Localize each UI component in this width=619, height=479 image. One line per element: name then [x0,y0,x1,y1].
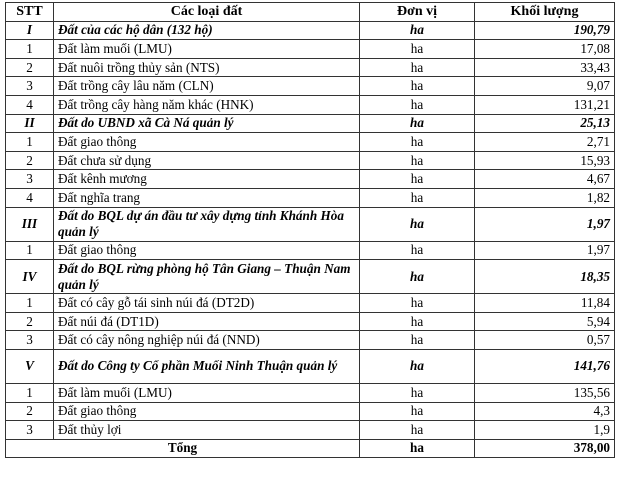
land-table-container [5,2,615,458]
section-unit: ha [360,114,475,133]
row-unit: ha [360,421,475,440]
total-row [6,439,615,458]
section-row [6,260,615,294]
row-quantity: 131,21 [475,95,615,114]
row-quantity: 135,56 [475,383,615,402]
row-unit: ha [360,402,475,421]
section-quantity: 25,13 [475,114,615,133]
table-row [6,331,615,350]
section-name: Đất do Công ty Cổ phần Muối Ninh Thuận quản lý [54,349,360,383]
row-unit: ha [360,40,475,59]
row-number: 2 [6,402,54,421]
section-unit: ha [360,207,475,241]
total-unit: ha [360,439,475,458]
row-unit: ha [360,241,475,260]
row-number: 1 [6,294,54,313]
row-number: 1 [6,383,54,402]
row-unit: ha [360,170,475,189]
section-number: III [6,207,54,241]
row-unit: ha [360,95,475,114]
row-unit: ha [360,383,475,402]
row-number: 3 [6,421,54,440]
section-quantity: 18,35 [475,260,615,294]
row-number: 1 [6,133,54,152]
row-name: Đất núi đá (DT1D) [54,312,360,331]
row-number: 1 [6,241,54,260]
row-unit: ha [360,188,475,207]
row-number: 2 [6,312,54,331]
row-unit: ha [360,151,475,170]
row-name: Đất giao thông [54,402,360,421]
section-number: IV [6,260,54,294]
row-quantity: 5,94 [475,312,615,331]
table-row [6,402,615,421]
table-row [6,95,615,114]
table-row [6,421,615,440]
row-unit: ha [360,312,475,331]
row-number: 3 [6,331,54,350]
section-number: V [6,349,54,383]
table-row [6,40,615,59]
row-quantity: 33,43 [475,58,615,77]
header-stt: STT [6,3,54,22]
section-number: I [6,21,54,40]
row-quantity: 2,71 [475,133,615,152]
table-row [6,170,615,189]
row-quantity: 1,9 [475,421,615,440]
section-name: Đất do BQL rừng phòng hộ Tân Giang – Thuận Nam quản lý [54,260,360,294]
row-name: Đất giao thông [54,133,360,152]
row-unit: ha [360,294,475,313]
row-name: Đất kênh mương [54,170,360,189]
table-row [6,241,615,260]
section-unit: ha [360,349,475,383]
section-unit: ha [360,21,475,40]
row-name: Đất trồng cây lâu năm (CLN) [54,77,360,96]
row-unit: ha [360,133,475,152]
row-quantity: 9,07 [475,77,615,96]
section-row [6,207,615,241]
row-name: Đất giao thông [54,241,360,260]
header-unit: Đơn vị [360,3,475,22]
table-row [6,77,615,96]
table-row [6,58,615,77]
section-unit: ha [360,260,475,294]
row-name: Đất có cây gỗ tái sinh núi đá (DT2D) [54,294,360,313]
section-name: Đất do BQL dự án đầu tư xây dựng tỉnh Khánh Hòa quản lý [54,207,360,241]
total-label: Tổng [6,439,360,458]
row-unit: ha [360,58,475,77]
row-number: 2 [6,58,54,77]
row-name: Đất nghĩa trang [54,188,360,207]
table-row [6,151,615,170]
row-name: Đất thủy lợi [54,421,360,440]
section-name: Đất do UBND xã Cà Ná quản lý [54,114,360,133]
section-name: Đất của các hộ dân (132 hộ) [54,21,360,40]
header-row [6,3,615,22]
row-quantity: 0,57 [475,331,615,350]
row-name: Đất có cây nông nghiệp núi đá (NND) [54,331,360,350]
row-quantity: 4,67 [475,170,615,189]
row-number: 1 [6,40,54,59]
row-quantity: 1,97 [475,241,615,260]
table-row [6,188,615,207]
row-number: 3 [6,77,54,96]
row-quantity: 4,3 [475,402,615,421]
row-number: 4 [6,188,54,207]
header-quantity: Khối lượng [475,3,615,22]
row-name: Đất nuôi trồng thủy sản (NTS) [54,58,360,77]
section-quantity: 141,76 [475,349,615,383]
total-quantity: 378,00 [475,439,615,458]
section-quantity: 1,97 [475,207,615,241]
section-quantity: 190,79 [475,21,615,40]
row-unit: ha [360,331,475,350]
land-area-table [5,2,615,458]
row-name: Đất làm muối (LMU) [54,383,360,402]
section-row [6,21,615,40]
section-row [6,114,615,133]
row-number: 2 [6,151,54,170]
row-name: Đất chưa sử dụng [54,151,360,170]
row-name: Đất trồng cây hàng năm khác (HNK) [54,95,360,114]
row-name: Đất làm muối (LMU) [54,40,360,59]
row-quantity: 15,93 [475,151,615,170]
row-unit: ha [360,77,475,96]
table-row [6,383,615,402]
row-quantity: 1,82 [475,188,615,207]
table-row [6,294,615,313]
row-quantity: 17,08 [475,40,615,59]
section-number: II [6,114,54,133]
section-row [6,349,615,383]
table-row [6,133,615,152]
header-land-type: Các loại đất [54,3,360,22]
table-row [6,312,615,331]
row-number: 4 [6,95,54,114]
row-number: 3 [6,170,54,189]
row-quantity: 11,84 [475,294,615,313]
